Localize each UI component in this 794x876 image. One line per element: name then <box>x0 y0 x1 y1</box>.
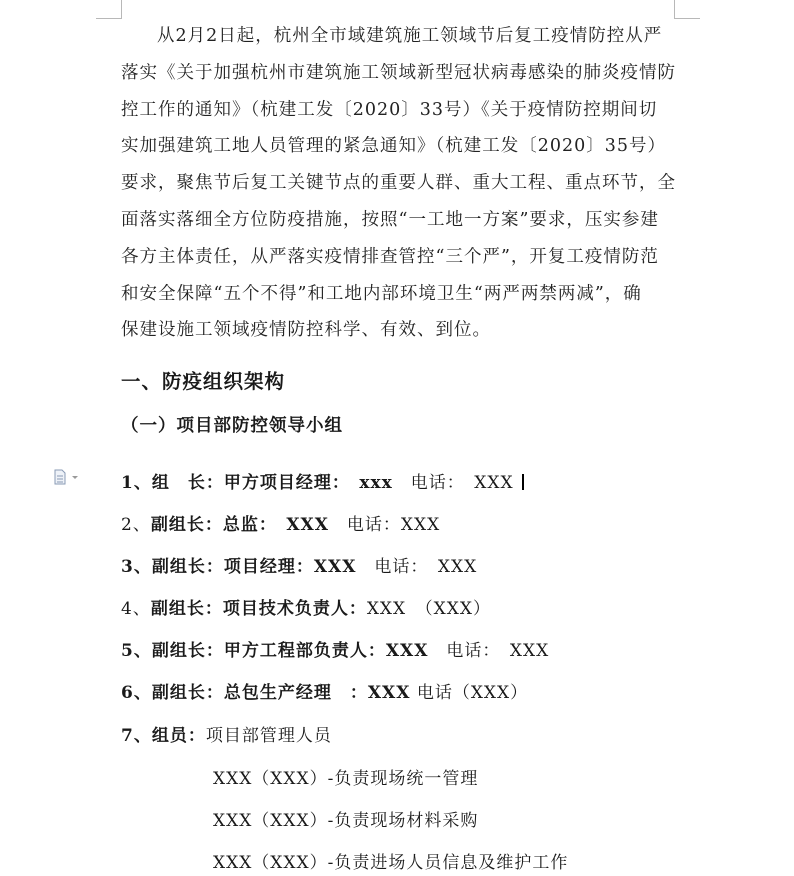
intro-line: 控工作的通知》（杭建工发〔2020〕33号）《关于疫情防控期间切 <box>121 99 658 120</box>
item-person: 甲方工程部负责人：XXX <box>223 641 429 661</box>
intro-line: 落实《关于加强杭州市建筑施工领域新型冠状病毒感染的肺炎疫情防 <box>121 62 676 83</box>
item-role: 副组长： <box>151 641 224 661</box>
member-item-5[interactable] <box>121 636 549 661</box>
item-number: 3、 <box>121 557 152 577</box>
member-item-6[interactable] <box>121 678 528 703</box>
intro-line: 和安全保障“五个不得”和工地内部环境卫生“两严两禁两减”，确 <box>121 283 642 304</box>
text-cursor <box>522 474 524 490</box>
member-sub-item[interactable]: XXX（XXX）-负责现场统一管理 <box>213 769 479 789</box>
member-sub-item[interactable]: XXX（XXX）-负责现场材料采购 <box>213 811 479 831</box>
item-number: 2、 <box>121 515 151 535</box>
item-phone: 电话：XXX <box>328 515 441 535</box>
item-phone: 电话： XXX <box>428 641 550 661</box>
item-person: 项目经理：XXX <box>223 557 357 577</box>
item-phone: 电话： XXX <box>356 557 478 577</box>
item-number: 6、 <box>121 683 152 703</box>
intro-paragraph[interactable] <box>121 18 681 349</box>
item-phone: XXX （XXX） <box>366 599 491 619</box>
item-role: 副组长： <box>151 683 224 703</box>
item-role: 组 长： <box>151 473 224 493</box>
intro-line: 各方主体责任，从严落实疫情排查管控“三个严”，开复工疫情防范 <box>121 246 659 267</box>
section-heading[interactable]: 一、防疫组织架构 <box>121 370 286 393</box>
member-sub-item[interactable]: XXX（XXX）-负责进场人员信息及维护工作 <box>213 853 569 873</box>
item-phone: 电话（XXX） <box>410 683 529 703</box>
item-description: 项目部管理人员 <box>205 726 332 746</box>
page-corner-mark-left <box>96 0 122 19</box>
member-item-1[interactable] <box>121 468 524 493</box>
item-phone: 电话： XXX <box>392 473 514 493</box>
intro-line: 从2月2日起，杭州全市域建筑施工领域节后复工疫情防控从严 <box>157 26 663 46</box>
item-person: 总监： XXX <box>222 515 329 535</box>
member-item-4[interactable] <box>121 594 491 619</box>
intro-line: 实加强建筑工地人员管理的紧急通知》（杭建工发〔2020〕35号） <box>121 136 667 157</box>
item-person: 甲方项目经理： xxx <box>223 473 393 493</box>
intro-line: 要求，聚焦节后复工关键节点的重要人群、重大工程、重点环节，全 <box>121 173 676 194</box>
page-corner-mark-right <box>674 0 700 19</box>
item-person: 项目技术负责人： <box>222 599 367 619</box>
item-number: 1、 <box>121 473 152 493</box>
item-number: 7、 <box>121 726 152 746</box>
subsection-heading[interactable]: （一）项目部防控领导小组 <box>121 416 343 436</box>
item-number: 5、 <box>121 641 152 661</box>
item-number: 4、 <box>121 599 151 619</box>
intro-line: 保建设施工领域疫情防控科学、有效、到位。 <box>121 320 491 341</box>
item-role: 副组长： <box>151 557 224 577</box>
item-person: 总包生产经理 ：XXX <box>223 683 411 703</box>
paragraph-layout-icon[interactable] <box>53 469 81 485</box>
member-item-7[interactable] <box>121 721 332 746</box>
intro-line: 面落实落细全方位防疫措施，按照“一工地一方案”要求，压实参建 <box>121 209 659 230</box>
item-role: 组员： <box>151 726 206 746</box>
item-role: 副组长： <box>150 599 223 619</box>
member-item-3[interactable] <box>121 552 477 577</box>
member-item-2[interactable] <box>121 510 440 535</box>
item-role: 副组长： <box>150 515 223 535</box>
